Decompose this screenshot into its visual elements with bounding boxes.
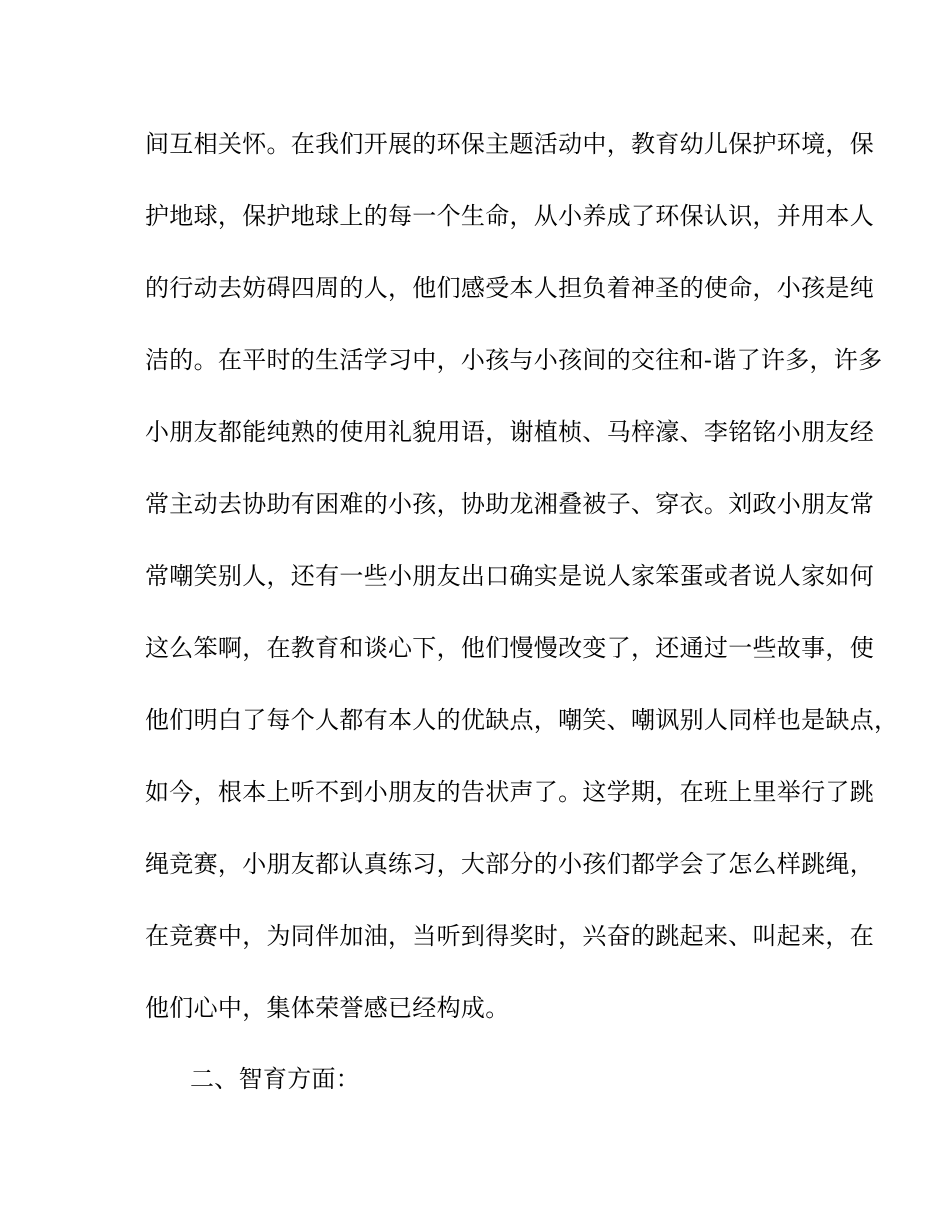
paragraph-line: 间互相关怀。在我们开展的环保主题活动中，教育幼儿保护环境，保 (145, 130, 874, 158)
paragraph-line: 常嘲笑别人，还有一些小朋友出口确实是说人家笨蛋或者说人家如何 (145, 562, 874, 590)
paragraph-line: 绳竞赛，小朋友都认真练习，大部分的小孩们都学会了怎么样跳绳， (145, 850, 874, 878)
paragraph-line: 他们明白了每个人都有本人的优缺点，嘲笑、嘲讽别人同样也是缺点， (145, 706, 899, 734)
paragraph-line: 如今，根本上听不到小朋友的告状声了。这学期，在班上里举行了跳 (145, 778, 874, 806)
paragraph-line: 护地球，保护地球上的每一个生命，从小养成了环保认识，并用本人 (145, 202, 874, 230)
paragraph-line: 小朋友都能纯熟的使用礼貌用语，谢植桢、马梓濠、李铭铭小朋友经 (145, 418, 874, 446)
paragraph-line: 的行动去妨碍四周的人，他们感受本人担负着神圣的使命，小孩是纯 (145, 274, 874, 302)
paragraph-line: 他们心中，集体荣誉感已经构成。 (145, 994, 510, 1022)
paragraph-line: 这么笨啊，在教育和谈心下，他们慢慢改变了，还通过一些故事，使 (145, 634, 874, 662)
paragraph-line: 常主动去协助有困难的小孩，协助龙湘叠被子、穿衣。刘政小朋友常 (145, 490, 874, 518)
paragraph-line: 洁的。在平时的生活学习中，小孩与小孩间的交往和-谐了许多，许多 (145, 346, 883, 374)
section-heading: 二、智育方面： (190, 1065, 361, 1093)
paragraph-line: 在竞赛中，为同伴加油，当听到得奖时，兴奋的跳起来、叫起来，在 (145, 922, 874, 950)
